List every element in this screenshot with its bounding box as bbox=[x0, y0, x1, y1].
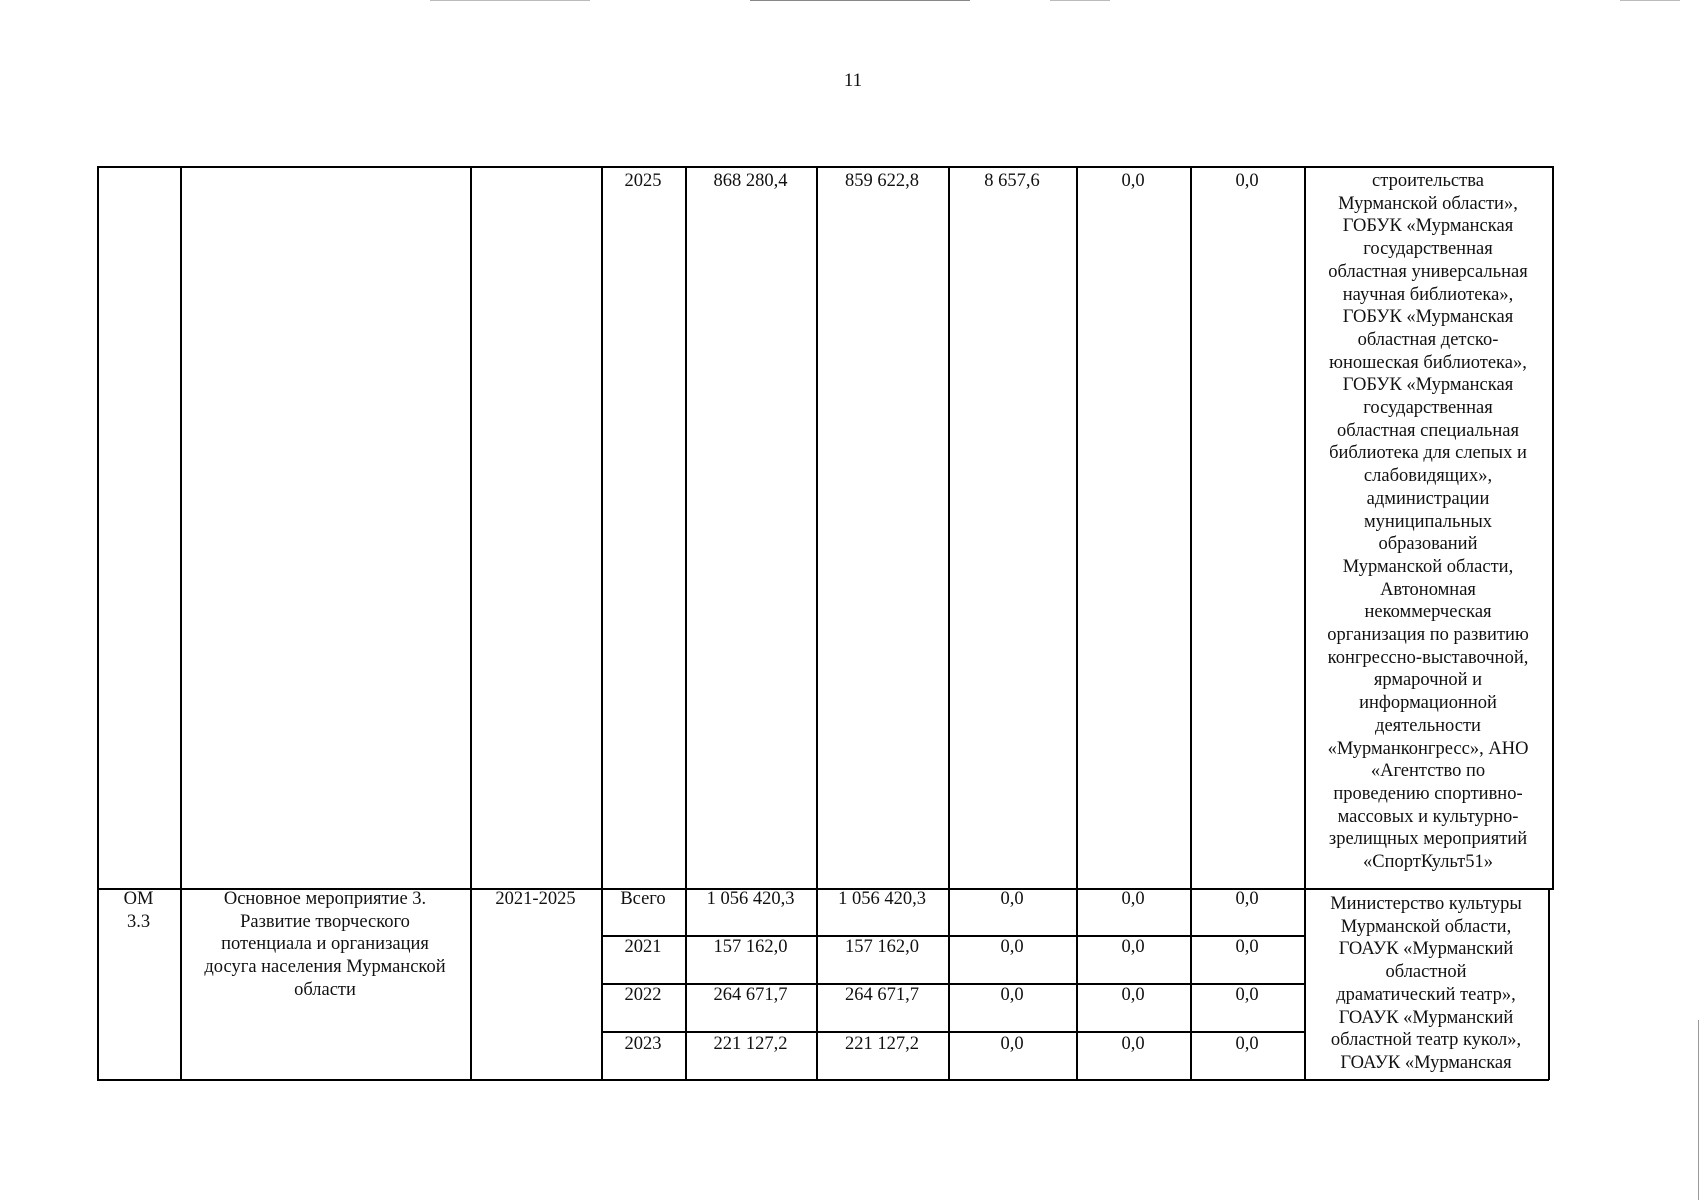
cell-activity-name: Основное мероприятие 3. Развитие творческого потенциала и организация досуга населения Мурманской области bbox=[204, 889, 446, 1000]
cell-federal-budget: 0,0 bbox=[1000, 985, 1024, 1005]
cell-year: 2023 bbox=[624, 1034, 662, 1054]
cell-executors: строительства Мурманской области», ГОБУК «Мурманская государственная областная универсальная научная библиотека», ГОБУК «Мурманская областная детско- юношеская библиотека», ГОБУК «Мурманская государственная областная специальная библиотека для слепых и слабовидящих», администрации муниципальных образований Мурманской области, Автономная некоммерческая организация по развитию конгрессно-выставочной, ярмарочной и информационной деятельности «Мурманконгресс», АНО «Агентство по проведению спортивно- массовых и культурно- зрелищных мероприятий «СпортКульт51» bbox=[1327, 171, 1529, 873]
column-divider bbox=[470, 166, 472, 1080]
cell-other-sources: 0,0 bbox=[1235, 985, 1259, 1005]
cell-local-budget: 0,0 bbox=[1121, 171, 1145, 191]
cell-other-sources: 0,0 bbox=[1235, 937, 1259, 957]
column-divider bbox=[1552, 166, 1554, 888]
cell-local-budget: 0,0 bbox=[1121, 985, 1145, 1005]
cell-local-budget: 0,0 bbox=[1121, 937, 1145, 957]
cell-total: 1 056 420,3 bbox=[706, 889, 795, 909]
column-divider bbox=[97, 166, 99, 1080]
cell-regional-budget: 1 056 420,3 bbox=[838, 889, 926, 909]
cell-local-budget: 0,0 bbox=[1121, 1034, 1145, 1054]
scan-streak bbox=[750, 0, 970, 1]
cell-other-sources: 0,0 bbox=[1235, 889, 1259, 909]
cell-federal-budget: 0,0 bbox=[1000, 1034, 1024, 1054]
cell-regional-budget: 221 127,2 bbox=[845, 1034, 919, 1054]
cell-total: 868 280,4 bbox=[713, 171, 788, 191]
column-divider bbox=[1548, 888, 1550, 1080]
cell-year: 2025 bbox=[624, 171, 662, 191]
cell-federal-budget: 0,0 bbox=[1000, 889, 1024, 909]
cell-regional-budget: 157 162,0 bbox=[845, 937, 919, 957]
cell-total: 221 127,2 bbox=[713, 1034, 788, 1054]
scan-streak bbox=[430, 0, 590, 1]
cell-total: 264 671,7 bbox=[713, 985, 788, 1005]
cell-year: Всего bbox=[620, 889, 666, 909]
scan-streak bbox=[1620, 0, 1680, 1]
cell-year: 2021 bbox=[624, 937, 662, 957]
page-number: 11 bbox=[843, 70, 863, 91]
cell-total: 157 162,0 bbox=[713, 937, 788, 957]
cell-other-sources: 0,0 bbox=[1235, 1034, 1259, 1054]
cell-federal-budget: 0,0 bbox=[1000, 937, 1024, 957]
scan-streak bbox=[1050, 0, 1110, 1]
cell-period: 2021-2025 bbox=[495, 889, 576, 909]
cell-local-budget: 0,0 bbox=[1121, 889, 1145, 909]
cell-year: 2022 bbox=[624, 985, 662, 1005]
table-border-bottom bbox=[97, 1079, 1549, 1081]
cell-code: ОМ 3.3 bbox=[123, 889, 154, 932]
cell-federal-budget: 8 657,6 bbox=[984, 171, 1040, 191]
cell-other-sources: 0,0 bbox=[1235, 171, 1259, 191]
scan-edge bbox=[1698, 1020, 1699, 1200]
cell-executors: Министерство культуры Мурманской области, ГОАУК «Мурманский областной драматический театр», ГОАУК «Мурманский областной театр кукол», ГОАУК «Мурманская bbox=[1330, 894, 1522, 1073]
table-border-top bbox=[97, 166, 1554, 168]
cell-regional-budget: 859 622,8 bbox=[845, 171, 919, 191]
cell-regional-budget: 264 671,7 bbox=[845, 985, 919, 1005]
